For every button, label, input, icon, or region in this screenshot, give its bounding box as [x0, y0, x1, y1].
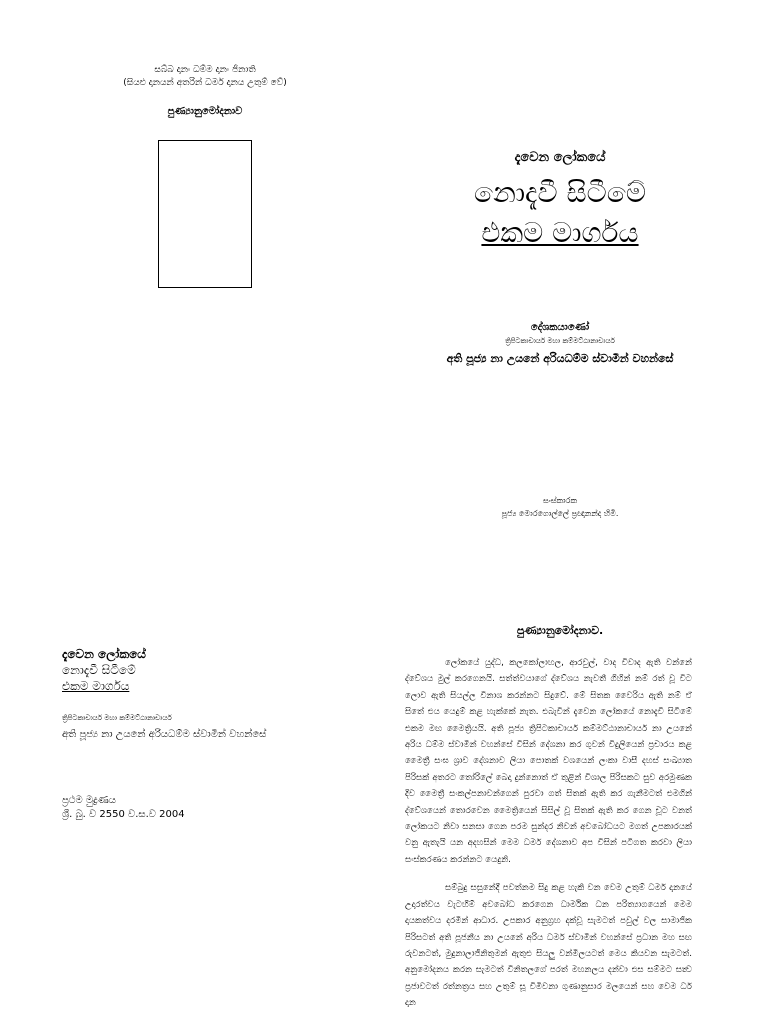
colophon-title-line2: නොදැවී සිටීමේ [62, 663, 136, 677]
paragraph-2: සම්බුදු සසුනේදී පවත්නම සිදු කළ හැකි වන වෙම උතුම් ධර්ම දානයේ උදාරත්වය වැටහීම් අවබෝධ කරගෙන ධාර්මික ධන පරිත්‍යාගයෙන් මෙම දායකත්වය දරමින් ආධාර. උපකාර අනුග්‍රහ දක්වූ සැමටත් පවුල් වල සාමාජික පිරිසටත් අති පූජනීය නා උයනේ අරිය ධර්ම ස්වාමීන් වහන්සේ ප්‍රධාන මහ සඟ රුවනටත්, මුදුනාලාජිනිතුමන් ඇතුළු සියලු වන්මිලයටත් මෙය කියවන සැමටත්. අනුමෝදනය කරන සැමටත් විනිතලගේ පරත් මහනලය දන්වා එස සම්මට සත්‍ව ප්‍රජාවටත් රත්නත්‍රය සහ උතුම් සූ විමිවනා ගුණානුසාර මලයෙන් සහ වෙම ධර් දාන [405, 883, 692, 1009]
editor-name: පූජ්‍ය මොරගොල්ලේ ප්‍රඥානන්ද හිමි. [501, 509, 619, 518]
title-small: දැවෙන ලෝකයේ [514, 150, 606, 165]
colophon-title-line3: එකම මාර්ගය [62, 679, 130, 693]
preacher-block [400, 322, 720, 366]
editor-label: සංස්කාරක [543, 496, 577, 505]
paragraph-1: ලෝකයේ යුද්ධ, කලකෝලාහල, ආරවුල්, වාද විවාද ඇති වන්නේ ද්වේශය මුල් කරගෙනයි. සත්ත්වයාගේ ද්වේශය නැවතී ගිහින් නම් රත් වූ විට ලොව ඇති සියල්ල විනාශ කරන්නට සිදුවේ. මේ සිතක වෛරිය ඇති නම් ඒ සිතේ එය යෙදුම් කළ හැක්කේ නැත. එබැවින් දැවෙන ලෝකයේ නොදැවී සිටීමේ එකම මඟ මෛත්‍රියයි. අති පූජ්‍ය ත්‍රිපිටකාචාර්ය කම්මට්ඨානාචාර්ය නා උයනේ අරිය ධම්ම ස්වාමීන් වහන්සේ විසින් දේශනා කර ගුවන් විදුලියෙන් ප්‍රචාරය කළ මෛත්‍රී සංඝ ශ්‍රාව දේශනාව ලියා පොතක් වශයෙන් ලංකා වාසී දහස් සංඛ්‍යාත පිරිසක් අතරට තෝරිලේ බෙදා දුන්නොත් ඒ තුළින් විශාල පිරිසකට සුව අරමුණක දිව මෛත්‍රී සංකල්පනාවන්ගෙන් පුරවා ගත් සිතක් ඇති කර ගැනීමටත් එමගින් ද්වේශයෙන් තොරවෙන මෛත්‍රියෙන් සිසිල් වූ සිතක් ඇති කර ගෙන චූට වනත් ලෝකයට නිවා සනසා ගෙන පරම සුන්දර නිවන් අවබෝධයට මගත් උපකාරයක් වනු ඇතැයි යන අදහසින් මෙම ධර්ම දේශනාව අප විසින් පටිගත කරවා ලියා සංස්කරණය කරන්නට යෙදුනි. [405, 658, 692, 865]
colophon [62, 646, 362, 822]
title-big-line1: නොදැවී සිටීමේ [474, 176, 646, 209]
preacher-label: දේශකයාණෝ [530, 322, 590, 333]
title-big-line2 [420, 216, 700, 250]
title-big-line2-text: එකම මාර්ගය [481, 216, 639, 249]
dedication-pali: සබ්බ දානං ධම්ම දානං ජිනාති [154, 65, 256, 75]
colophon-author-name: අති පූජ්‍ය නා උයනේ අරියධම්ම ස්වාමීන් වහන්සේ [62, 729, 267, 740]
preacher-subtitle: ත්‍රිපිටකාචාර්ය මහා කම්මට්ඨානාචාර්ය [505, 337, 615, 345]
preacher-name: අති පූජ්‍ය නා උයනේ අරියධම්ම ස්වාමීන් වහන්සේ [446, 352, 674, 365]
colophon-title-line1: දැවෙන ලෝකයේ [62, 647, 146, 661]
edition-date: ශ්‍රී. බු. ව 2550 ව.ස.ව 2004 [62, 809, 185, 820]
body-text [405, 655, 692, 1012]
editor-block [420, 494, 700, 520]
section-heading: පුණ්‍යානුමෝදනාව. [516, 624, 604, 637]
anumodana-heading: පුණ්‍යානුමෝදනාව [167, 106, 243, 117]
photo-placeholder [158, 140, 252, 288]
dedication-block [95, 64, 315, 90]
dedication-translation: (සියළු දානයන් අතරින් ධර්ම දානය උතුම් වේ) [123, 78, 287, 88]
colophon-author-title: ත්‍රිපිටකාචාර්ය මහා කම්මට්ඨානාචාර්ය [62, 714, 172, 722]
colophon-edition [62, 794, 362, 822]
edition-label: ප්‍රථම මුද්‍රණය [62, 795, 116, 806]
